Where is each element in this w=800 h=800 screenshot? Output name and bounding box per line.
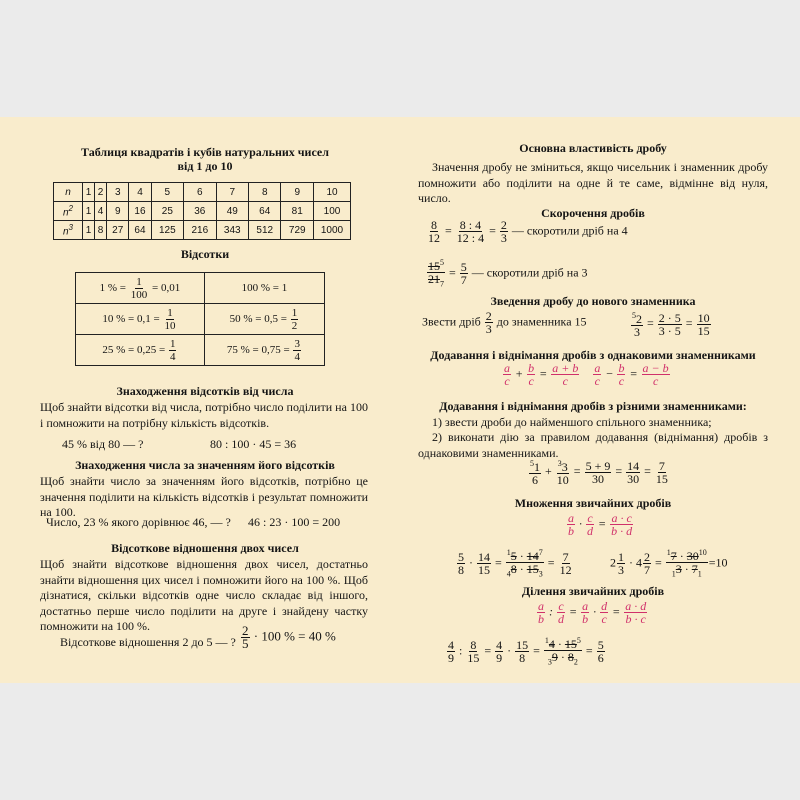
table-cell: 343 [216, 221, 248, 240]
fraction: $\frac{5}{7}$ [460, 260, 467, 288]
table-row [54, 183, 351, 202]
book-page [0, 117, 800, 683]
fraction: $\frac{15}{8}$ [516, 638, 529, 666]
fraction: $\frac{a + b}{c}$ [552, 361, 579, 388]
fraction: $\frac{a \cdot c}{b \cdot d}$ [611, 511, 633, 538]
table-cell: 1 [83, 183, 95, 202]
new-denominator-solution: $\frac{^52}{3}$ = $\frac{2 \cdot 5}{3 \cdot 5}$ = $\frac{10}{15}$ [632, 310, 710, 339]
fraction: $\frac{7}{12}$ [559, 550, 572, 578]
table-cell: $n^3$ [54, 221, 83, 240]
fraction: $\frac{^15 \cdot 14^7}{_48 \cdot 15_3}$ [506, 548, 543, 579]
table-row [54, 221, 351, 240]
section-title: Знаходження числа за значенням його відсотків [75, 458, 335, 472]
section-title: Додавання і віднімання дробів з однаковими знаменниками [430, 348, 756, 362]
division-example: $\frac{4}{9}$ : $\frac{8}{15}$ = $\frac{4}{9}$ · $\frac{15}{8}$ = $\frac{^14 \cdot 15^5}{_39 \cdot 8_2}$ = $\frac{5}{6}$ [448, 636, 604, 667]
fraction: $\frac{c}{d}$ [558, 599, 564, 626]
table-cell: 512 [249, 221, 281, 240]
fraction: $\frac{c}{d}$ [587, 511, 593, 538]
fraction: $\frac{1}{2}$ [291, 306, 298, 332]
section-title: Зведення дробу до нового знаменника [490, 294, 696, 308]
percent-cell: 25 % = 0,25 = $\frac{1}{4}$ [76, 335, 205, 366]
fraction: $\frac{1}{3}$ [618, 550, 624, 578]
example-question: Число, 23 % якого дорівнює 46, — ? [46, 515, 231, 529]
table-cell: 7 [216, 183, 248, 202]
fraction: $\frac{5 + 9}{30}$ [585, 458, 611, 486]
fraction: $\frac{14}{30}$ [627, 458, 640, 486]
section-title: Множення звичайних дробів [514, 496, 672, 510]
table-cell: 100 [314, 202, 351, 221]
table-cell: 1 [83, 202, 95, 221]
table-cell: $n^2$ [54, 202, 83, 221]
same-denominator-rule: $\frac{a}{c}$ + $\frac{b}{c}$ = $\frac{a + b}{c}$ $\frac{a}{c}$ − $\frac{b}{c}$ = $\frac{a - b}{c}$ [504, 361, 669, 388]
table-cell: 9 [107, 202, 129, 221]
fraction: $\frac{b}{c}$ [618, 361, 625, 388]
example-question: Відсоткове відношення 2 до 5 — ? [60, 635, 236, 649]
table-cell: 2 [95, 183, 107, 202]
fraction: $\frac{1}{4}$ [169, 337, 176, 363]
fraction: $\frac{2 \cdot 5}{3 \cdot 5}$ [658, 310, 681, 338]
table-cell: 3 [107, 183, 129, 202]
multiplication-rule: $\frac{a}{b}$ · $\frac{c}{d}$ = $\frac{a \cdot c}{b \cdot d}$ [568, 511, 633, 538]
fraction: $\frac{2}{5}$ [242, 623, 249, 651]
section-title: Відсоткове відношення двох чисел [111, 541, 299, 555]
section-title: Основна властивість дробу [519, 141, 667, 155]
fraction: $\frac{b}{c}$ [528, 361, 535, 388]
fraction: $\frac{^52}{3}$ [632, 311, 642, 339]
table-cell: 4 [95, 202, 107, 221]
fraction: $\frac{8}{12}$ [428, 218, 440, 245]
fraction: $\frac{15^5}{21_7}$ [428, 258, 444, 289]
fraction: $\frac{5}{6}$ [597, 638, 604, 666]
multiplication-example-1: $\frac{5}{8}$ · $\frac{14}{15}$ = $\frac{^15 \cdot 14^7}{_48 \cdot 15_3}$ = $\frac{7}{12}$ [458, 548, 572, 579]
fraction: $\frac{^33}{10}$ [556, 459, 569, 487]
percent-cell: 10 % = 0,1 = $\frac{1}{10}$ [76, 304, 205, 335]
percent-cell: 100 % = 1 [204, 273, 324, 304]
division-rule: $\frac{a}{b}$ : $\frac{c}{d}$ = $\frac{a}{b}$ · $\frac{d}{c}$ = $\frac{a \cdot d}{b \cdot c}$ [538, 599, 647, 626]
table-row [54, 202, 351, 221]
fraction: $\frac{4}{9}$ [448, 638, 454, 666]
reduce-example-2: $\frac{15^5}{21_7}$ = $\frac{5}{7}$ — скоротили дріб на 3 [428, 258, 588, 289]
example-solution: 80 : 100 · 45 = 36 [210, 437, 297, 451]
fraction: $\frac{5}{8}$ [458, 550, 464, 578]
fraction: $\frac{d}{c}$ [601, 599, 608, 626]
fraction: $\frac{1}{10}$ [164, 306, 176, 332]
fraction: $\frac{a}{b}$ [582, 599, 589, 626]
fraction: $\frac{2}{3}$ [500, 218, 507, 245]
percent-table [75, 272, 325, 366]
fraction: $\frac{a}{b}$ [538, 599, 544, 626]
multiplication-example-2: 2 $\frac{1}{3}$ · 4 $\frac{2}{7}$ = $\frac{^17 \cdot 30^{10}}{_13 \cdot 7_1}$ =10 [610, 548, 728, 579]
section-text: Значення дробу не зміниться, якщо чисельник і знаменник дробу помножити або поділити на одне й те саме, відмінне від нуля, число. [418, 160, 768, 205]
table-cell: 1000 [314, 221, 351, 240]
fraction: $\frac{2}{3}$ [485, 309, 492, 336]
fraction: $\frac{14}{15}$ [478, 550, 490, 578]
fraction: $\frac{^14 \cdot 15^5}{_39 \cdot 8_2}$ [544, 636, 581, 667]
percent-cell: 50 % = 0,5 = $\frac{1}{2}$ [204, 304, 324, 335]
table-cell: 8 [95, 221, 107, 240]
table-cell: 5 [151, 183, 183, 202]
section-title: Скорочення дробів [541, 206, 645, 220]
table-cell: 8 [249, 183, 281, 202]
fraction: $\frac{3}{4}$ [294, 337, 300, 363]
example-solution: $\frac{2}{5}$ · 100 % = 40 % [242, 623, 336, 651]
table-cell: 64 [129, 221, 151, 240]
table-cell: 49 [216, 202, 248, 221]
section-text: Щоб знайти відсотки від числа, потрібно число поділити на 100 і помножити на потрібну кількість відсотків. [40, 400, 368, 430]
table-row [76, 273, 325, 304]
reduce-example-1: $\frac{8}{12}$ = $\frac{8 : 4}{12 : 4}$ = $\frac{2}{3}$ — скоротили дріб на 4 [428, 218, 628, 245]
fraction: $\frac{8}{15}$ [467, 638, 480, 666]
table-cell: 64 [249, 202, 281, 221]
table-cell: n [54, 183, 83, 202]
fraction: $\frac{a \cdot d}{b \cdot c}$ [625, 599, 647, 626]
table-cell: 6 [184, 183, 216, 202]
example-question: 45 % від 80 — ? [62, 437, 144, 451]
table-title-line1: Таблиця квадратів і кубів натуральних чисел [81, 145, 329, 159]
section-title: Ділення звичайних дробів [521, 584, 665, 598]
section-title: Знаходження відсотків від числа [116, 384, 294, 398]
section-text: Щоб знайти відсоткове відношення двох чисел, достатньо знайти відношення цих чисел і помножити його на 100 %. Щоб дізнатися, скільки відсотків одне число складає від іншого, достатньо перше число поділити на друге і знайдену частку помножити на 100 %. [40, 557, 368, 633]
table-cell: 9 [281, 183, 314, 202]
percent-title: Відсотки [180, 247, 230, 261]
step-1: 1) звести дроби до найменшого спільного знаменника; [432, 415, 712, 429]
fraction: $\frac{a}{c}$ [594, 361, 601, 388]
fraction: $\frac{10}{15}$ [697, 310, 710, 338]
table-cell: 1 [83, 221, 95, 240]
fraction: $\frac{2}{7}$ [644, 550, 650, 578]
table-cell: 4 [129, 183, 151, 202]
table-title-line2: від 1 до 10 [177, 159, 233, 173]
table-cell: 16 [129, 202, 151, 221]
percent-cell: 1 % = $\frac{1}{100}$ = 0,01 [76, 273, 205, 304]
example-solution: 46 : 23 · 100 = 200 [248, 515, 341, 529]
squares-cubes-table [53, 182, 351, 240]
fraction: $\frac{a - b}{c}$ [642, 361, 669, 388]
fraction: $\frac{7}{15}$ [655, 458, 668, 486]
fraction: $\frac{4}{9}$ [496, 638, 503, 666]
diff-denominator-example: $\frac{^51}{6}$ + $\frac{^33}{10}$ = $\frac{5 + 9}{30}$ = $\frac{14}{30}$ = $\frac{7}{15}$ [530, 458, 668, 487]
table-cell: 10 [314, 183, 351, 202]
fraction: $\frac{8 : 4}{12 : 4}$ [456, 218, 485, 245]
fraction: $\frac{1}{100}$ [130, 275, 148, 301]
new-denominator-example: Звести дріб $\frac{2}{3}$ до знаменника 15 [422, 309, 587, 336]
section-text: Щоб знайти число за значенням його відсотків, потрібно це значення поділити на кількість відсотків і результат помножити на 100. [40, 474, 368, 519]
table-cell: 81 [281, 202, 314, 221]
fraction: $\frac{^51}{6}$ [530, 459, 540, 487]
fraction: $\frac{a}{b}$ [568, 511, 574, 538]
table-cell: 216 [184, 221, 216, 240]
percent-cell: 75 % = 0,75 = $\frac{3}{4}$ [204, 335, 324, 366]
table-cell: 125 [151, 221, 183, 240]
table-row [76, 304, 325, 335]
table-cell: 36 [184, 202, 216, 221]
step-2: 2) виконати дію за правилом додавання (віднімання) дробів з однаковими знаменниками. [418, 430, 768, 460]
table-row [76, 335, 325, 366]
table-cell: 25 [151, 202, 183, 221]
table-cell: 27 [107, 221, 129, 240]
table-cell: 729 [281, 221, 314, 240]
fraction: $\frac{^17 \cdot 30^{10}}{_13 \cdot 7_1}$ [666, 548, 707, 579]
fraction: $\frac{a}{c}$ [504, 361, 510, 388]
section-title: Додавання і віднімання дробів з різними знаменниками: [439, 399, 747, 413]
